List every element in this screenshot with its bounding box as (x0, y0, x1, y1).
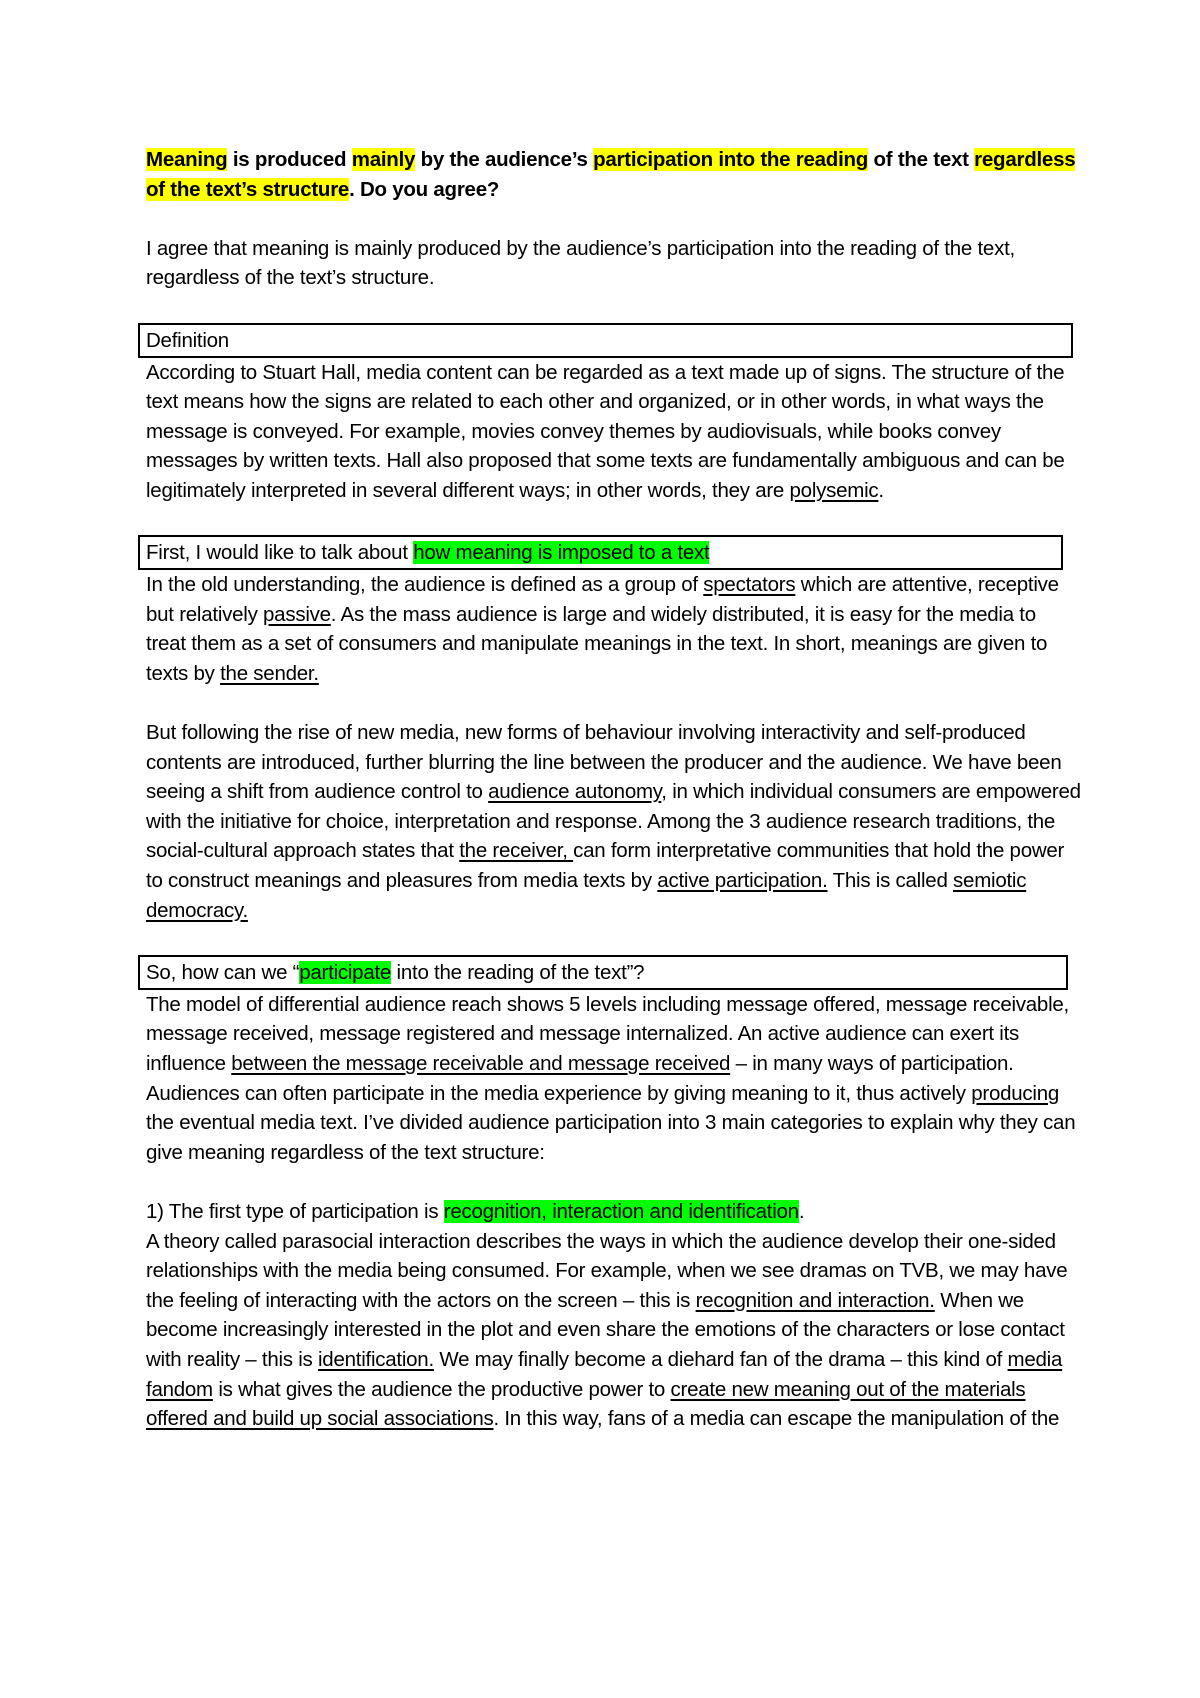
underlined-term: the receiver, (459, 839, 574, 863)
highlight: participate (299, 960, 392, 984)
text-run: In the old understanding, the audience is defined as a group of (146, 573, 704, 597)
text-run: which are attentive, receptive but relatively (146, 573, 1059, 626)
underlined-term: identification. (317, 1347, 434, 1371)
highlight: participation into the reading (593, 148, 869, 171)
text-run: We may finally become a diehard fan of the drama – this kind of (433, 1347, 1008, 1371)
underlined-term: semiotic democracy. (146, 869, 1027, 922)
section2-heading-box (138, 955, 1068, 990)
underlined-term: recognition and interaction. (695, 1288, 935, 1312)
text-run: This is called (827, 869, 954, 893)
definition-heading: Definition (146, 328, 229, 352)
text-run: is produced (227, 148, 352, 171)
essay-question (146, 145, 1081, 204)
text-run: A theory called parasocial interaction describes the ways in which the audience develop their one-sided relationships with the media being consumed. For example, when we see dramas on TVB, we may have the feeling of interacting with the actors on the screen – this is (146, 1229, 1068, 1312)
document-body (146, 145, 1081, 1434)
text-run: The model of differential audience reach shows 5 levels including message offered, message receivable, message received, message registered and message internalized. An active audience can exert its influence (146, 992, 1069, 1076)
underlined-term: media fandom (146, 1347, 1063, 1401)
text-run: . As the mass audience is large and widely distributed, it is easy for the media to treat them as a set of consumers and manipulate meanings in the text. In short, meanings are given to texts by (146, 602, 1048, 685)
text-run: of the text (868, 148, 975, 171)
definition-heading-box (138, 323, 1073, 358)
section2-paragraph-1 (146, 990, 1081, 1168)
underlined-term: between the message receivable and message received (231, 1052, 731, 1076)
participation-type-1 (146, 1197, 1081, 1227)
text-run: But following the rise of new media, new forms of behaviour involving interactivity and self-produced contents are introduced, further blurring the line between the producer and the audience. We have been seeing a shift from audience control to (146, 721, 1062, 804)
underlined-term: create new meaning out of the materials offered and build up social associations (146, 1377, 1026, 1431)
section1-heading-box (138, 535, 1063, 570)
underlined-term: passive (263, 602, 331, 626)
text-run: According to Stuart Hall, media content can be regarded as a text made up of signs. The structure of the text means how the signs are related to each other and organized, or in other words, in what ways the message is conveyed. For example, movies convey themes by audiovisuals, while books convey messages by written texts. Hall also proposed that some texts are fundamentally ambiguous and can be legitimately interpreted in several different ways; in other words, they are (146, 360, 1065, 502)
underlined-term: spectators (703, 573, 796, 597)
text-run: . (878, 478, 884, 502)
text-run: can form interpretative communities that hold the power to construct meanings and pleasures from media texts by (146, 839, 1065, 893)
intro-paragraph: I agree that meaning is mainly produced by the audience’s participation into the reading of the text, regardless of the text’s structure. (146, 236, 1015, 290)
text-run: by the audience’s (415, 148, 594, 171)
underlined-term: polysemic (789, 478, 879, 502)
text-run: the eventual media text. I’ve divided audience participation into 3 main categories to explain why they can give meaning regardless of the text structure: (146, 1111, 1076, 1164)
text-run: When we become increasingly interested in the plot and even share the emotions of the characters or lose contact with reality – this is (146, 1288, 1065, 1371)
section1-paragraph-2 (146, 718, 1081, 925)
text-run: into the reading of the text”? (391, 960, 645, 984)
highlight: Meaning (146, 148, 228, 171)
text-run: . Do you agree? (349, 177, 500, 201)
highlight: mainly (351, 148, 416, 171)
text-run: . (798, 1200, 805, 1223)
definition-paragraph (146, 358, 1081, 506)
highlight: recognition, interaction and identification (443, 1200, 799, 1223)
section2-heading: So, how can we “ (146, 960, 300, 984)
highlight: regardless of the text’s structure (146, 148, 1076, 201)
section1-heading: First, I would like to talk about (146, 541, 414, 565)
text-run: – in many ways of participation. Audiences can often participate in the media experience by giving meaning to it, thus actively (146, 1052, 1014, 1105)
text-run: , in which individual consumers are empowered with the initiative for choice, interpretation and response. Among the 3 audience research traditions, the social-cultural approach states that (146, 780, 1081, 863)
underlined-term: producing (971, 1081, 1060, 1105)
text-run: 1) The first type of participation is (146, 1200, 444, 1223)
underlined-term: audience autonomy (488, 780, 662, 804)
section1-paragraph-1 (146, 570, 1081, 688)
underlined-term: active participation. (657, 869, 828, 893)
highlight: how meaning is imposed to a text (413, 541, 710, 565)
section2-paragraph-3 (146, 1227, 1081, 1434)
text-run: . In this way, fans of a media can escape the manipulation of the (493, 1407, 1060, 1431)
underlined-term: the sender. (220, 661, 319, 685)
text-run: is what gives the audience the productive power to (212, 1377, 671, 1401)
